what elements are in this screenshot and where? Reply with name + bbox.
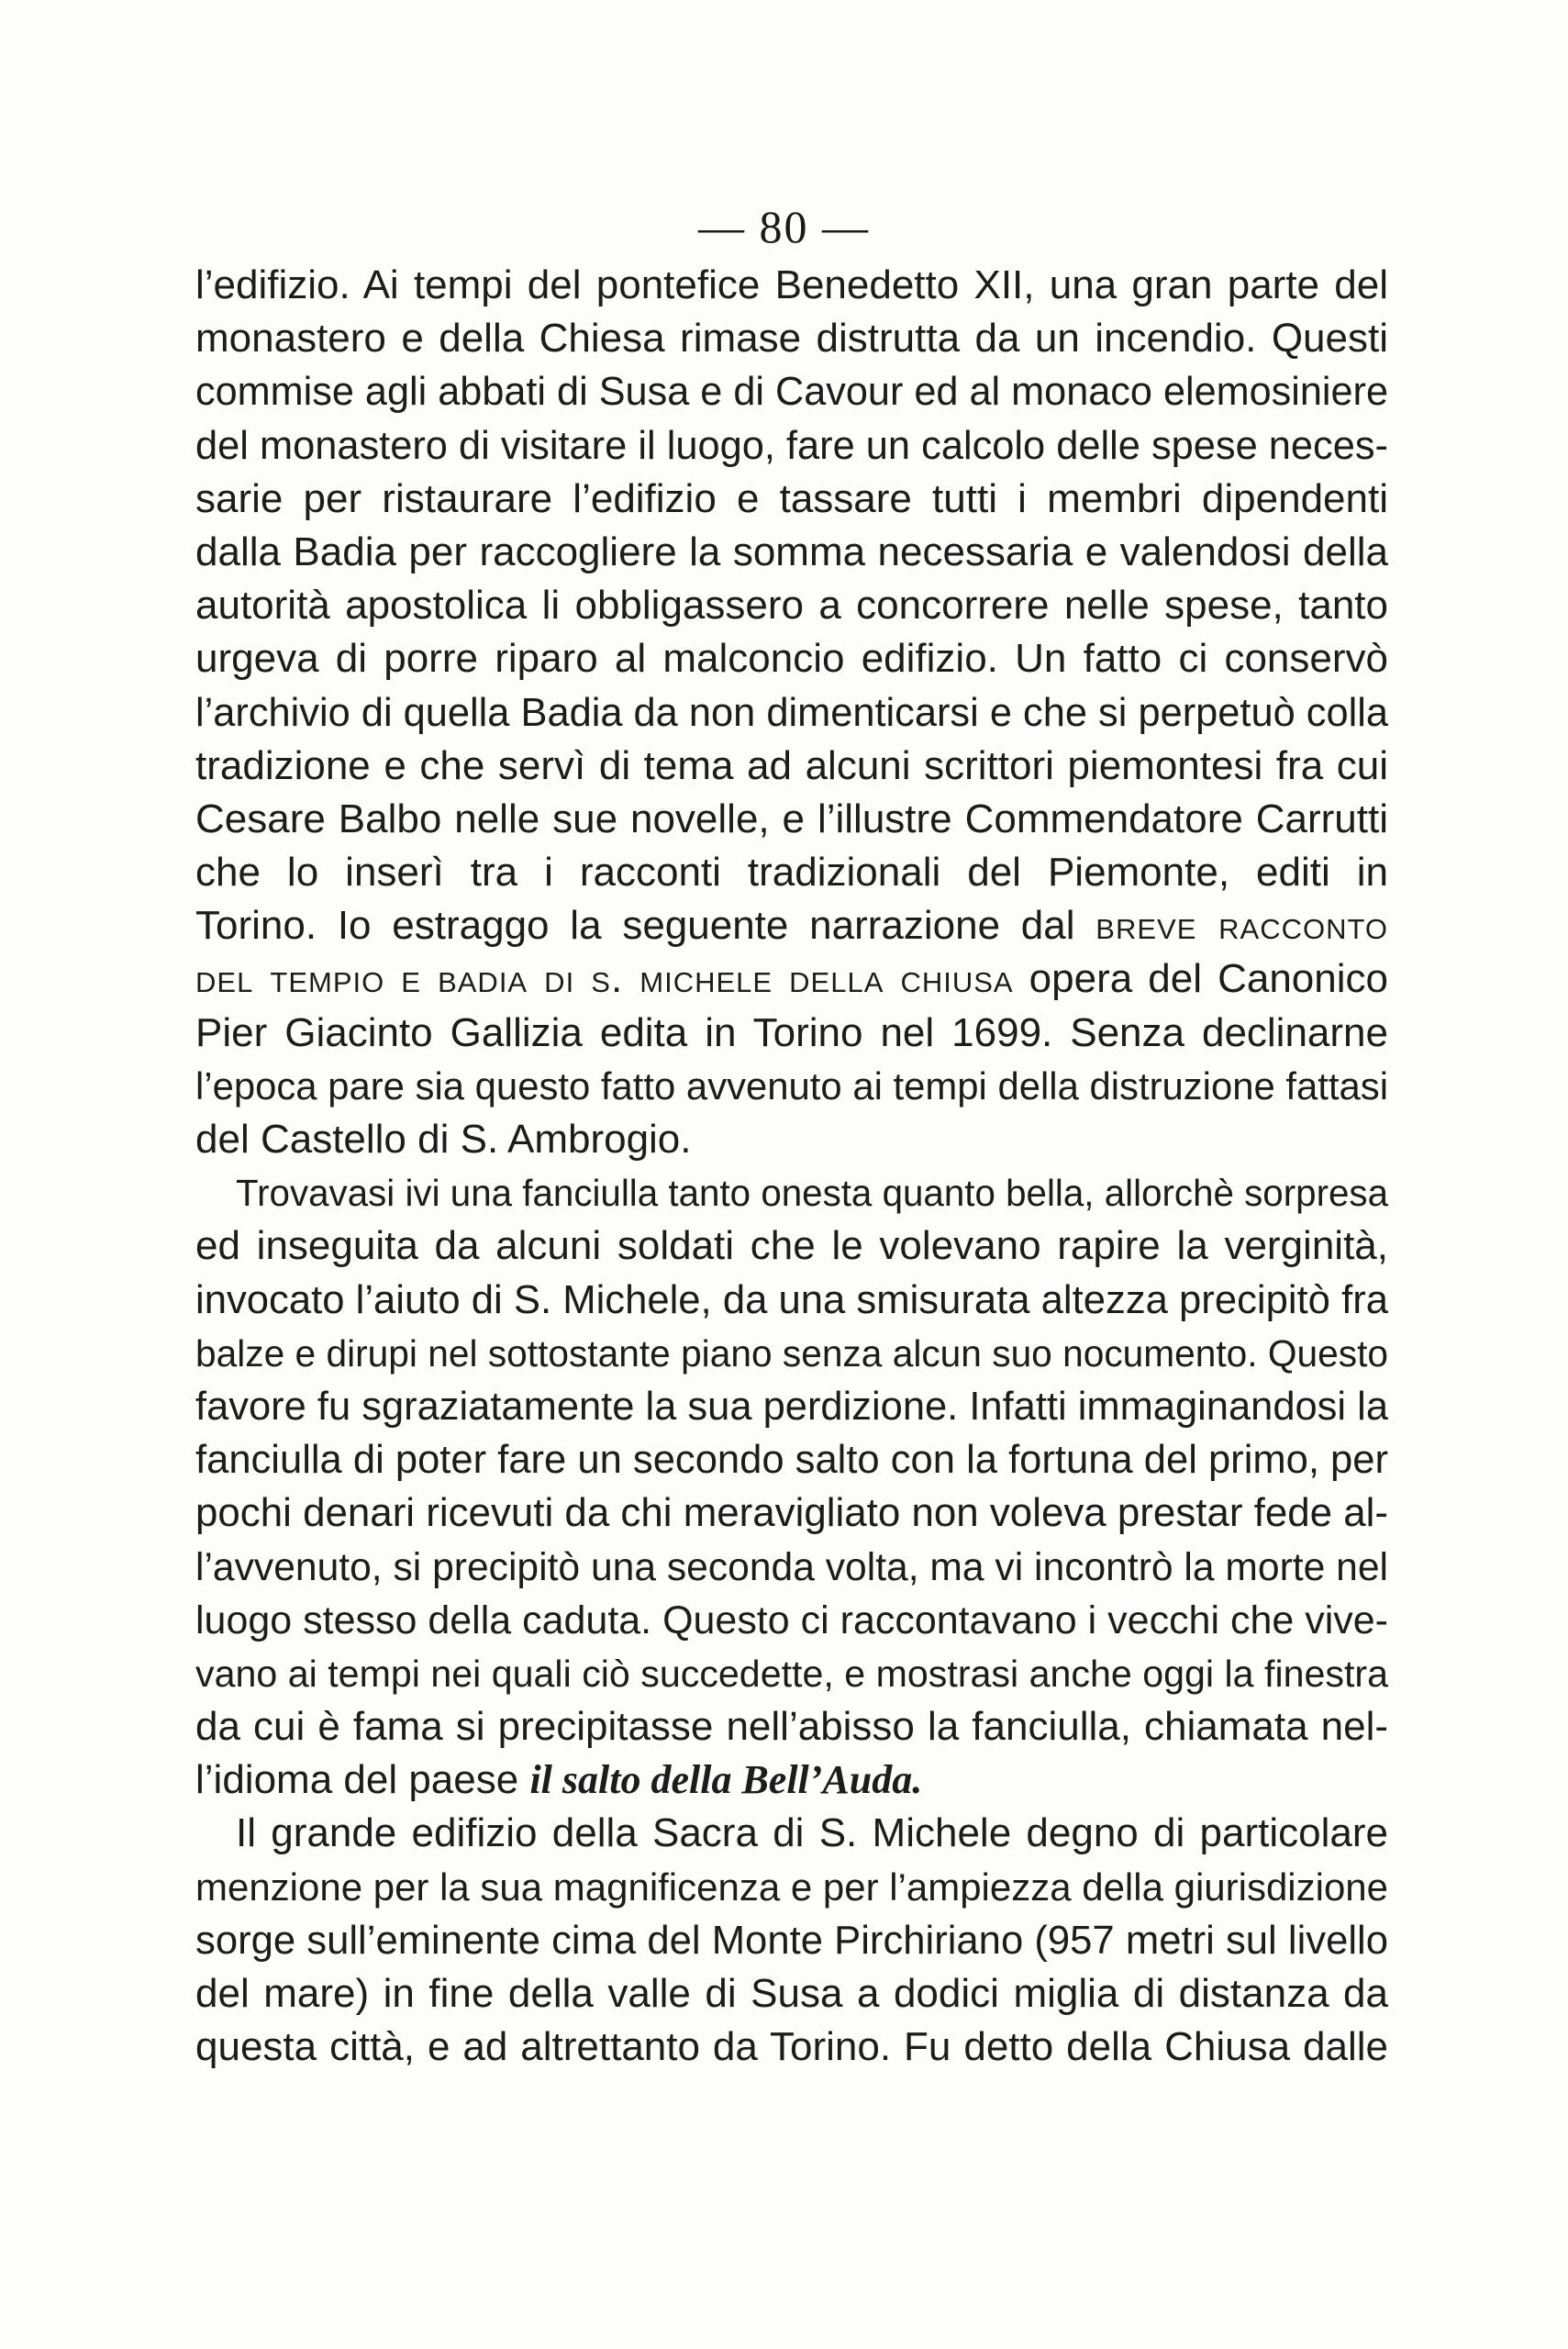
text-line: autorità apostolica li obbligassero a concorrere nelle spese, tanto	[195, 583, 1388, 629]
text-line	[195, 952, 1388, 1006]
text-run: Torino. Io estraggo la seguente narrazione dal	[195, 903, 1096, 949]
text-line: ed inseguita da alcuni soldati che le volevano rapire la verginità,	[195, 1223, 1388, 1269]
small-caps-title: breve racconto	[1095, 903, 1388, 949]
text-line: invocato l’aiuto di S. Michele, da una smisurata altezza precipitò fra	[195, 1277, 1388, 1322]
text-line: l’avvenuto, si precipitò una seconda volta, ma vi incontrò la morte nel	[195, 1544, 1388, 1589]
italic-phrase: il salto della Bell’Auda.	[529, 1757, 923, 1803]
text-line: del Castello di S. Ambrogio.	[195, 1117, 692, 1162]
text-line: del mare) in fine della valle di Susa a dodici miglia di distanza da	[195, 1971, 1388, 2016]
text-line: Il grande edifizio della Sacra di S. Michele degno di particolare	[236, 1810, 1388, 1856]
small-caps-title: del tempio e badia di s. michele della chiusa	[195, 956, 1014, 1002]
text-line: questa città, e ad altrettanto da Torino. Fu detto della Chiusa dalle	[195, 2024, 1388, 2070]
text-line: vano ai tempi nei quali ciò succedette, e mostrasi anche oggi la finestra	[195, 1652, 1388, 1695]
text-line: l’archivio di quella Badia da non dimenticarsi e che si perpetuò colla	[195, 690, 1388, 735]
text-line: sarie per ristaurare l’edifizio e tassare tutti i membri dipendenti	[195, 475, 1388, 521]
text-line: tradizione e che servì di tema ad alcuni scrittori piemontesi fra cui	[195, 742, 1388, 788]
text-run: opera del Canonico	[1013, 956, 1388, 1002]
text-line: Trovavasi ivi una fanciulla tanto onesta quanto bella, allorchè sorpresa	[236, 1172, 1388, 1215]
text-line: l’epoca pare sia questo fatto avvenuto ai tempi della distruzione fattasi	[195, 1063, 1388, 1108]
text-line: balze e dirupi nel sottostante piano senza alcun suo nocumento. Questo	[195, 1331, 1388, 1375]
text-line: del monastero di visitare il luogo, fare un calcolo delle spese neces-	[195, 423, 1388, 468]
page-number: — 80 —	[698, 201, 870, 252]
text-line: menzione per la sua magnificenza e per l’ampiezza della giurisdizione	[195, 1865, 1388, 1909]
text-line: da cui è fama si precipitasse nell’abisso la fanciulla, chiamata nel-	[195, 1704, 1388, 1750]
text-run: l’idioma del paese	[195, 1757, 530, 1803]
text-line: dalla Badia per raccogliere la somma necessaria e valendosi della	[195, 529, 1388, 574]
text-line: Pier Giacinto Gallizia edita in Torino nel 1699. Senza declinarne	[195, 1009, 1388, 1055]
text-line: Cesare Balbo nelle sue novelle, e l’illustre Commendatore Carrutti	[195, 796, 1388, 841]
text-line: fanciulla di poter fare un secondo salto con la fortuna del primo, per	[195, 1438, 1388, 1483]
text-line: l’edifizio. Ai tempi del pontefice Benedetto XII, una gran parte del	[195, 262, 1388, 307]
body-text	[195, 259, 1388, 2074]
text-line	[195, 899, 1388, 952]
text-line: urgeva di porre riparo al malconcio edifizio. Un fatto ci conservò	[195, 636, 1388, 682]
text-line: sorge sull’eminente cima del Monte Pirchiriano (957 metri sul livello	[195, 1917, 1388, 1963]
text-line: monastero e della Chiesa rimase distrutta da un incendio. Questi	[195, 316, 1388, 362]
text-line: luogo stesso della caduta. Questo ci raccontavano i vecchi che vive-	[195, 1598, 1388, 1642]
text-line: commise agli abbati di Susa e di Cavour ed al monaco elemosiniere	[195, 370, 1388, 415]
text-line: favore fu sgraziatamente la sua perdizione. Infatti immaginandosi la	[195, 1384, 1388, 1429]
text-line: che lo inserì tra i racconti tradizionali del Piemonte, editi in	[195, 850, 1388, 896]
text-line: pochi denari ricevuti da chi meravigliato non voleva prestar fede al-	[195, 1490, 1388, 1536]
text-line	[195, 1753, 1388, 1807]
